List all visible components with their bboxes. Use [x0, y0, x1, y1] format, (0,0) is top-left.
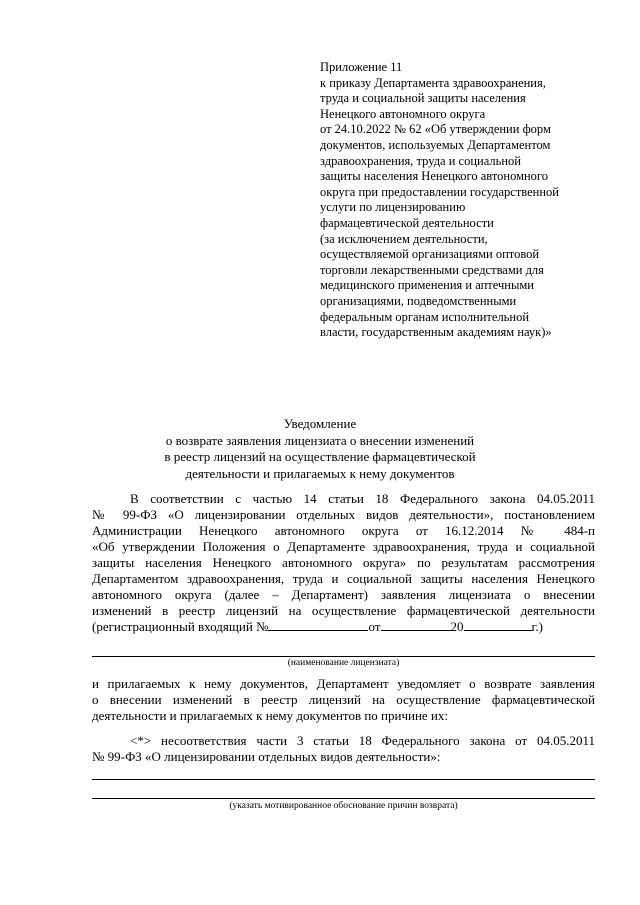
title-line: в реестр лицензий на осуществление фармацевтической [164, 449, 476, 464]
registration-year-field[interactable] [464, 619, 532, 631]
licensee-name-field[interactable] [92, 656, 595, 657]
appendix-line: к приказу Департамента здравоохранения, [320, 75, 546, 90]
appendix-line: власти, государственным академиям наук)» [320, 325, 552, 340]
reason-paragraph [92, 733, 595, 765]
appendix-line: федеральным органам исполнительной [320, 309, 530, 324]
title-line: деятельности и прилагаемых к нему документов [185, 465, 455, 481]
paragraph-line: Департаментом здравоохранения, труда и социальной защиты населения Ненецкого [92, 571, 595, 586]
appendix-line: округа при предоставлении государственной [320, 184, 559, 199]
registration-year-prefix: 20 [450, 619, 464, 634]
appendix-line: здравоохранения, труда и социальной [320, 153, 521, 168]
appendix-line: фармацевтической деятельности [320, 215, 494, 230]
appendix-line: защиты населения Ненецкого автономного [320, 169, 548, 184]
appendix-line: документов, используемых Департаментом [320, 137, 551, 152]
registration-number-field[interactable] [268, 619, 368, 631]
document-title [60, 416, 580, 482]
title-line: о возврате заявления лицензиата о внесении изменений [165, 432, 475, 448]
paragraph-line: № 99-ФЗ «О лицензировании отдельных видов деятельности»: [92, 749, 441, 764]
appendix-line: Приложение 11 [320, 60, 403, 74]
appendix-line: труда и социальной защиты населения [320, 91, 526, 106]
appendix-line: медицинского применения и аптечными [320, 278, 534, 293]
appendix-line: торговли лекарственными средствами для [320, 262, 544, 277]
paragraph-line: изменений в реестр лицензий на осуществление фармацевтической деятельности [92, 603, 595, 618]
appendix-header [320, 60, 592, 341]
appendix-line: (за исключением деятельности, [320, 231, 488, 246]
paragraph-line: защиты населения Ненецкого автономного округа» по результатам рассмотрения [92, 555, 595, 570]
paragraph-line: автономного округа (далее – Департамент) заявления лицензиата о внесении [92, 587, 595, 602]
appendix-line: осуществляемой организациями оптовой [320, 247, 540, 262]
paragraph-line: «Об утверждении Положения о Департаменте здравоохранения, труда и социальной [92, 539, 595, 554]
paragraph-line: <*> несоответствия части 3 статьи 18 Федерального закона от 04.05.2011 [130, 733, 595, 748]
paragraph-line: Администрации Ненецкого автономного округа от 16.12.2014 № 484-п [92, 523, 595, 538]
registration-suffix: г.) [531, 619, 543, 634]
reason-caption: (указать мотивированное обоснование причин возврата) [229, 801, 458, 811]
reason-field-line-2[interactable] [92, 798, 595, 799]
registration-from: от [368, 619, 381, 634]
registration-prefix: (регистрационный входящий № [92, 619, 269, 634]
appendix-line: организациями, подведомственными [320, 293, 517, 308]
title-line: Уведомление [283, 416, 357, 431]
registration-date-field[interactable] [381, 619, 451, 631]
paragraph-line: о внесении изменений в реестр лицензий на осуществление фармацевтической [92, 692, 595, 707]
main-paragraph [92, 491, 595, 635]
licensee-caption: (наименование лицензиата) [287, 658, 400, 668]
appendix-line: Ненецкого автономного округа [320, 106, 486, 121]
appendix-line: от 24.10.2022 № 62 «Об утверждении форм [320, 122, 551, 137]
appendix-line: услуги по лицензированию [320, 200, 466, 215]
paragraph-line: деятельности и прилагаемых к нему документов по причине их: [92, 708, 448, 723]
paragraph-line: и прилагаемых к нему документов, Департамент уведомляет о возврате заявления [92, 676, 595, 691]
reason-field-line-1[interactable] [92, 779, 595, 780]
paragraph-line: В соответствии с частью 14 статьи 18 Федерального закона 04.05.2011 [130, 491, 595, 506]
second-paragraph [92, 676, 595, 724]
registration-line [92, 619, 595, 635]
paragraph-line: № 99-ФЗ «О лицензировании отдельных видов деятельности», постановлением [92, 507, 595, 522]
